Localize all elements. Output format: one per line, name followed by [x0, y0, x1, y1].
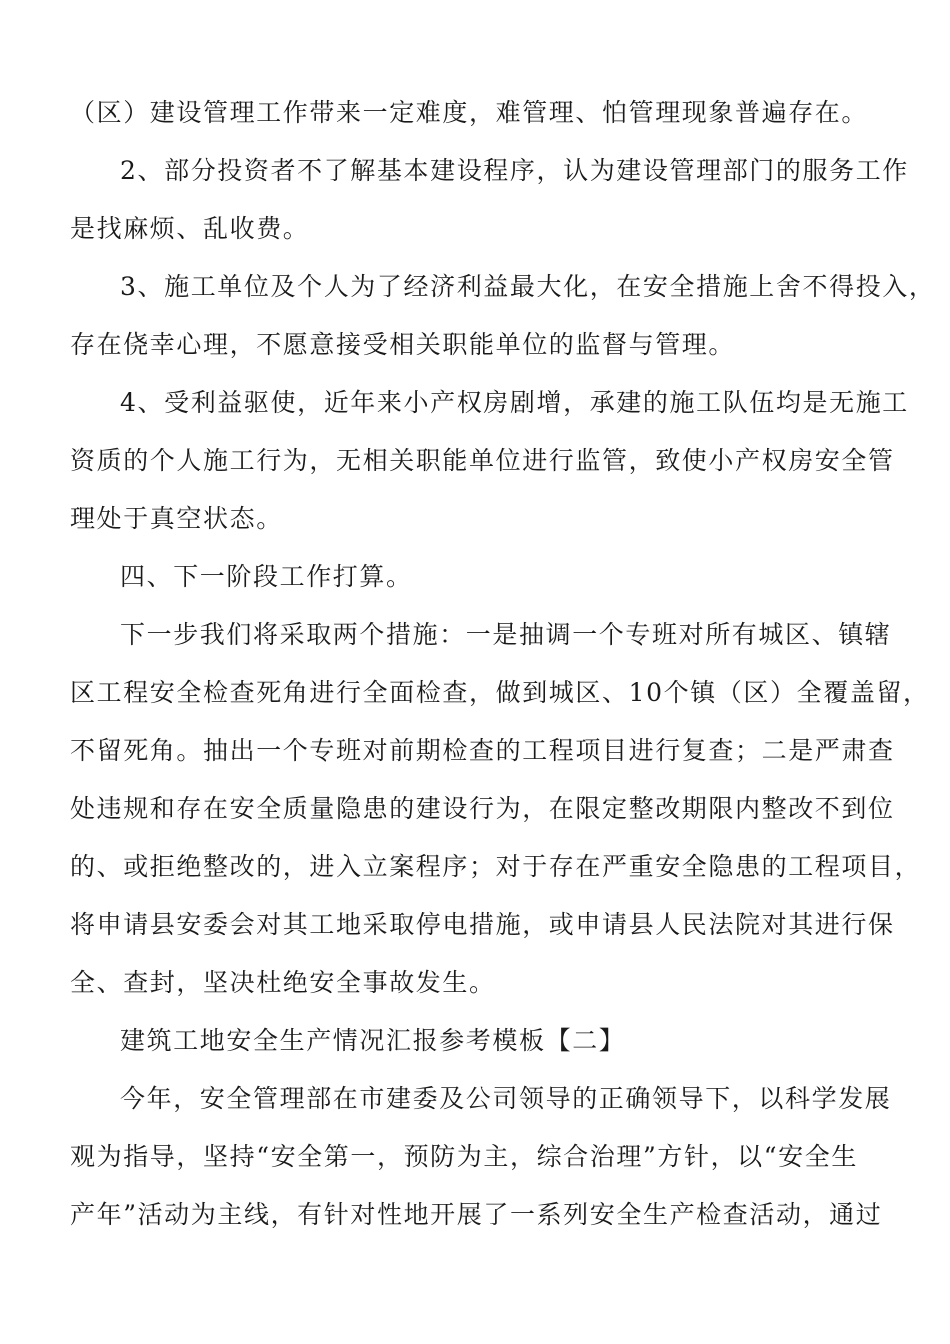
- text-line: 观为指导，坚持“安全第一，预防为主，综合治理”方针，以“安全生: [70, 1142, 858, 1171]
- text-line: 今年，安全管理部在市建委及公司领导的正确领导下，以科学发展: [120, 1084, 892, 1113]
- text-line: 区工程安全检查死角进行全面检查，做到城区、10个镇（区）全覆盖留，: [70, 678, 930, 707]
- text-line: 的、或拒绝整改的，进入立案程序；对于存在严重安全隐患的工程项目，: [70, 852, 922, 881]
- text-line: 3、施工单位及个人为了经济利益最大化，在安全措施上舍不得投入，: [120, 272, 936, 301]
- text-line: 下一步我们将采取两个措施：一是抽调一个专班对所有城区、镇辖: [120, 620, 892, 649]
- text-line: 2、部分投资者不了解基本建设程序，认为建设管理部门的服务工作: [120, 156, 909, 185]
- text-line: 产年”活动为主线，有针对性地开展了一系列安全生产检查活动，通过: [70, 1200, 883, 1229]
- text-line: 资质的个人施工行为，无相关职能单位进行监管，致使小产权房安全管: [70, 446, 895, 475]
- text-line: （区）建设管理工作带来一定难度，难管理、怕管理现象普遍存在。: [70, 98, 869, 127]
- text-line: 全、查封，坚决杜绝安全事故发生。: [70, 968, 496, 997]
- text-line: 存在侥幸心理，不愿意接受相关职能单位的监督与管理。: [70, 330, 736, 359]
- text-line: 将申请县安委会对其工地采取停电措施，或申请县人民法院对其进行保: [70, 910, 895, 939]
- text-line: 是找麻烦、乱收费。: [70, 214, 310, 243]
- text-line: 4、受利益驱使，近年来小产权房剧增，承建的施工队伍均是无施工: [120, 388, 909, 417]
- text-line: 处违规和存在安全质量隐患的建设行为，在限定整改期限内整改不到位: [70, 794, 895, 823]
- document-title: 建筑工地安全生产情况汇报参考模板【二】: [120, 1026, 626, 1055]
- text-line: 不留死角。抽出一个专班对前期检查的工程项目进行复查；二是严肃查: [70, 736, 895, 765]
- section-heading: 四、下一阶段工作打算。: [120, 562, 413, 591]
- text-line: 理处于真空状态。: [70, 504, 283, 533]
